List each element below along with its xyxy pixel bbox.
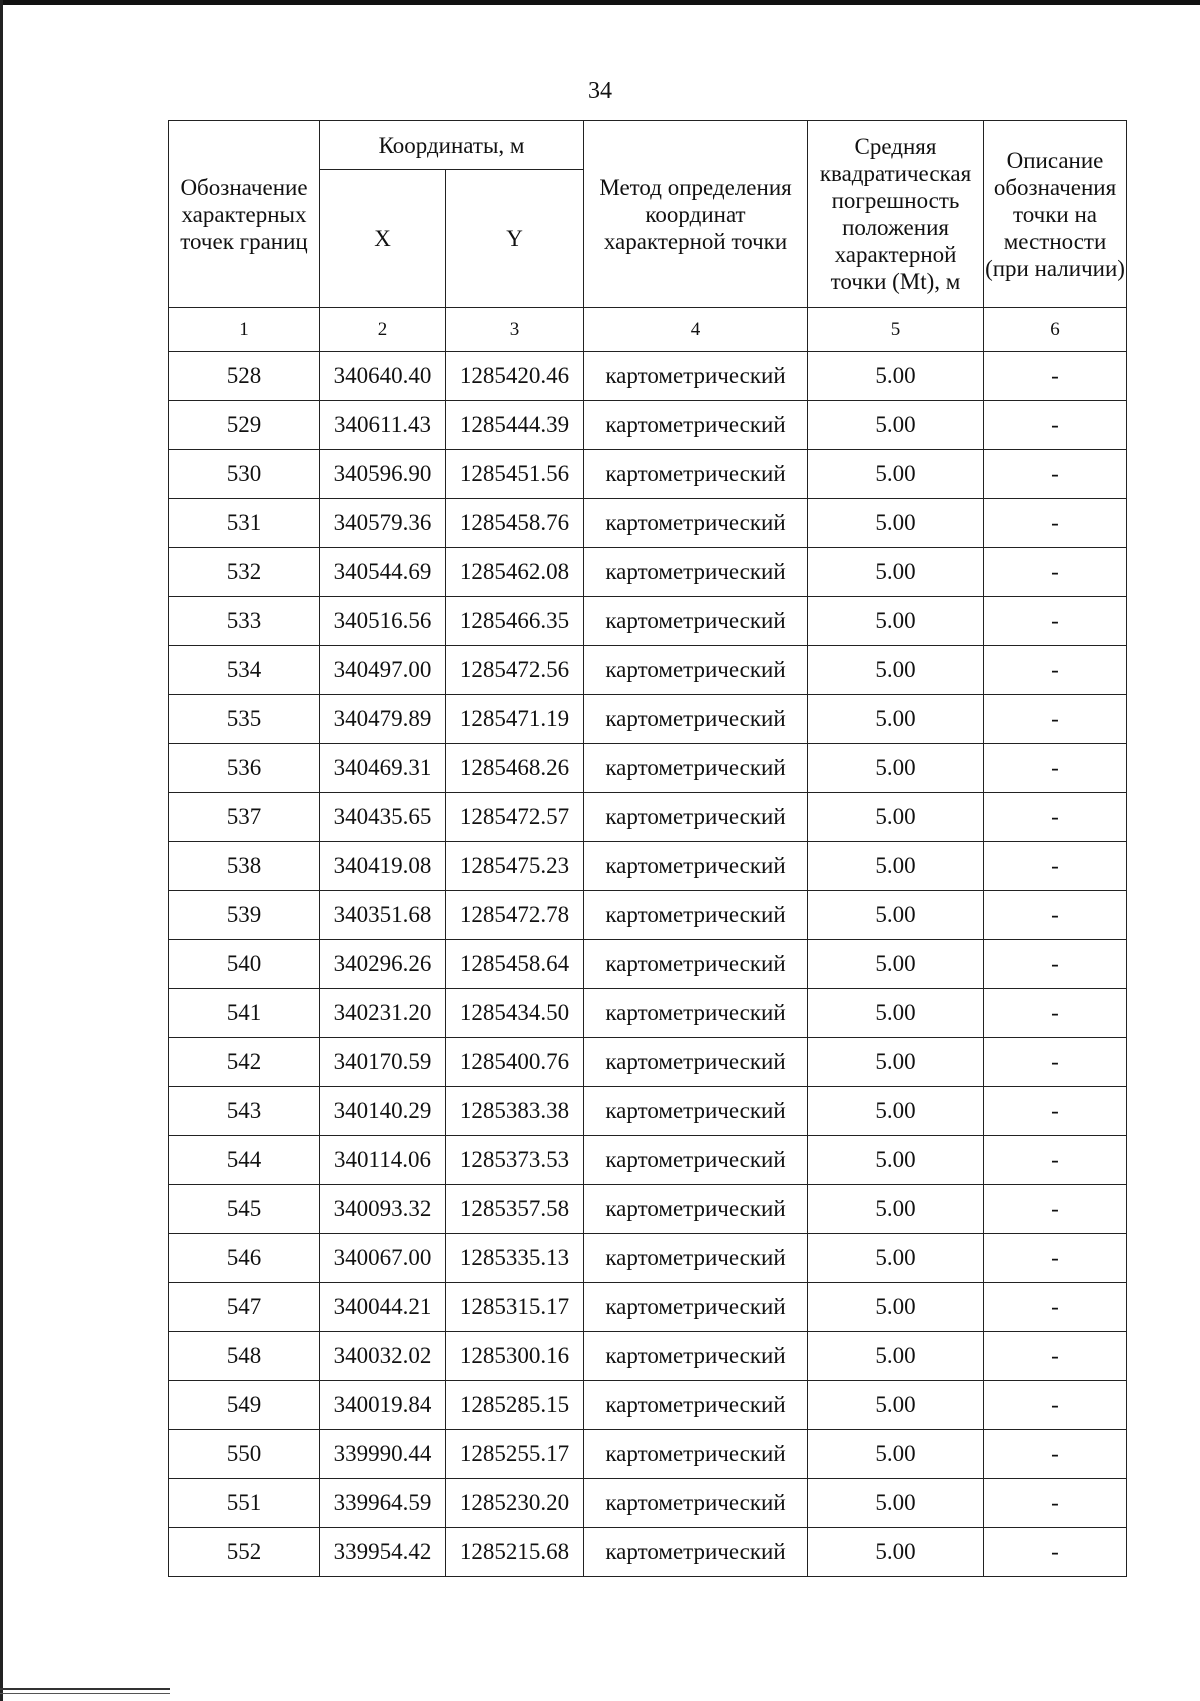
table-row xyxy=(169,1038,1127,1087)
cell-description: - xyxy=(984,793,1127,842)
table-row xyxy=(169,1234,1127,1283)
cell-y: 1285215.68 xyxy=(446,1528,584,1577)
cell-description: - xyxy=(984,1038,1127,1087)
cell-y: 1285400.76 xyxy=(446,1038,584,1087)
cell-point: 549 xyxy=(169,1381,320,1430)
cell-error: 5.00 xyxy=(808,744,984,793)
cell-y: 1285475.23 xyxy=(446,842,584,891)
table-row xyxy=(169,646,1127,695)
table-row xyxy=(169,744,1127,793)
table-row xyxy=(169,1528,1127,1577)
cell-error: 5.00 xyxy=(808,989,984,1038)
cell-description: - xyxy=(984,744,1127,793)
cell-x: 340231.20 xyxy=(320,989,446,1038)
cell-error: 5.00 xyxy=(808,499,984,548)
table-row xyxy=(169,1479,1127,1528)
table-row xyxy=(169,1283,1127,1332)
cell-x: 340296.26 xyxy=(320,940,446,989)
cell-error: 5.00 xyxy=(808,1381,984,1430)
cell-point: 550 xyxy=(169,1430,320,1479)
table-row xyxy=(169,842,1127,891)
cell-x: 340544.69 xyxy=(320,548,446,597)
cell-error: 5.00 xyxy=(808,1136,984,1185)
cell-point: 543 xyxy=(169,1087,320,1136)
cell-y: 1285373.53 xyxy=(446,1136,584,1185)
scan-bottom-line-secondary xyxy=(0,1693,170,1694)
table-row xyxy=(169,597,1127,646)
cell-description: - xyxy=(984,646,1127,695)
cell-error: 5.00 xyxy=(808,352,984,401)
cell-description: - xyxy=(984,1136,1127,1185)
cell-x: 339954.42 xyxy=(320,1528,446,1577)
cell-description: - xyxy=(984,401,1127,450)
cell-error: 5.00 xyxy=(808,940,984,989)
cell-error: 5.00 xyxy=(808,401,984,450)
cell-description: - xyxy=(984,1430,1127,1479)
cell-description: - xyxy=(984,1332,1127,1381)
header-coordinates: Координаты, м xyxy=(320,121,584,170)
cell-x: 340019.84 xyxy=(320,1381,446,1430)
cell-method: картометрический xyxy=(584,548,808,597)
cell-y: 1285335.13 xyxy=(446,1234,584,1283)
cell-x: 340170.59 xyxy=(320,1038,446,1087)
cell-description: - xyxy=(984,1234,1127,1283)
table-row xyxy=(169,1332,1127,1381)
cell-x: 340516.56 xyxy=(320,597,446,646)
table-row xyxy=(169,548,1127,597)
table-row xyxy=(169,1381,1127,1430)
scan-left-border xyxy=(0,0,3,1701)
cell-y: 1285472.56 xyxy=(446,646,584,695)
cell-x: 340435.65 xyxy=(320,793,446,842)
cell-error: 5.00 xyxy=(808,450,984,499)
cell-description: - xyxy=(984,695,1127,744)
cell-error: 5.00 xyxy=(808,597,984,646)
cell-method: картометрический xyxy=(584,1136,808,1185)
cell-y: 1285458.64 xyxy=(446,940,584,989)
cell-description: - xyxy=(984,352,1127,401)
cell-y: 1285458.76 xyxy=(446,499,584,548)
cell-x: 340093.32 xyxy=(320,1185,446,1234)
header-point-designation: Обозначение характерных точек границ xyxy=(169,121,320,308)
cell-point: 545 xyxy=(169,1185,320,1234)
table-row xyxy=(169,1087,1127,1136)
cell-x: 340579.36 xyxy=(320,499,446,548)
cell-method: картометрический xyxy=(584,940,808,989)
cell-description: - xyxy=(984,1087,1127,1136)
cell-method: картометрический xyxy=(584,499,808,548)
cell-point: 531 xyxy=(169,499,320,548)
page-number: 34 xyxy=(588,78,612,104)
cell-point: 533 xyxy=(169,597,320,646)
cell-description: - xyxy=(984,1283,1127,1332)
column-number: 1 xyxy=(169,308,320,352)
cell-method: картометрический xyxy=(584,989,808,1038)
table-row xyxy=(169,695,1127,744)
cell-method: картометрический xyxy=(584,1332,808,1381)
cell-y: 1285255.17 xyxy=(446,1430,584,1479)
cell-method: картометрический xyxy=(584,1283,808,1332)
cell-y: 1285300.16 xyxy=(446,1332,584,1381)
cell-method: картометрический xyxy=(584,450,808,499)
cell-y: 1285285.15 xyxy=(446,1381,584,1430)
cell-method: картометрический xyxy=(584,1087,808,1136)
cell-x: 340140.29 xyxy=(320,1087,446,1136)
table-row xyxy=(169,1185,1127,1234)
cell-point: 547 xyxy=(169,1283,320,1332)
cell-error: 5.00 xyxy=(808,793,984,842)
cell-x: 340469.31 xyxy=(320,744,446,793)
cell-y: 1285315.17 xyxy=(446,1283,584,1332)
cell-point: 544 xyxy=(169,1136,320,1185)
column-numbers-row xyxy=(169,308,1127,352)
column-number: 3 xyxy=(446,308,584,352)
column-number: 4 xyxy=(584,308,808,352)
cell-method: картометрический xyxy=(584,1381,808,1430)
cell-method: картометрический xyxy=(584,1430,808,1479)
cell-y: 1285451.56 xyxy=(446,450,584,499)
cell-error: 5.00 xyxy=(808,1234,984,1283)
table-row xyxy=(169,1136,1127,1185)
cell-description: - xyxy=(984,450,1127,499)
scan-bottom-line xyxy=(0,1688,170,1690)
cell-error: 5.00 xyxy=(808,1038,984,1087)
table-row xyxy=(169,352,1127,401)
cell-method: картометрический xyxy=(584,352,808,401)
cell-x: 340351.68 xyxy=(320,891,446,940)
cell-description: - xyxy=(984,1185,1127,1234)
column-number: 5 xyxy=(808,308,984,352)
cell-method: картометрический xyxy=(584,1038,808,1087)
cell-description: - xyxy=(984,548,1127,597)
cell-y: 1285434.50 xyxy=(446,989,584,1038)
cell-point: 530 xyxy=(169,450,320,499)
cell-method: картометрический xyxy=(584,401,808,450)
cell-x: 340032.02 xyxy=(320,1332,446,1381)
cell-y: 1285466.35 xyxy=(446,597,584,646)
cell-method: картометрический xyxy=(584,1234,808,1283)
cell-error: 5.00 xyxy=(808,1479,984,1528)
cell-y: 1285357.58 xyxy=(446,1185,584,1234)
cell-error: 5.00 xyxy=(808,1185,984,1234)
cell-error: 5.00 xyxy=(808,1087,984,1136)
cell-point: 535 xyxy=(169,695,320,744)
header-x: X xyxy=(320,170,446,308)
cell-description: - xyxy=(984,842,1127,891)
table-row xyxy=(169,989,1127,1038)
cell-x: 340611.43 xyxy=(320,401,446,450)
table-row xyxy=(169,450,1127,499)
cell-description: - xyxy=(984,989,1127,1038)
table-row xyxy=(169,401,1127,450)
cell-y: 1285462.08 xyxy=(446,548,584,597)
cell-point: 541 xyxy=(169,989,320,1038)
cell-point: 537 xyxy=(169,793,320,842)
cell-y: 1285471.19 xyxy=(446,695,584,744)
cell-error: 5.00 xyxy=(808,1283,984,1332)
cell-x: 340640.40 xyxy=(320,352,446,401)
table-row xyxy=(169,940,1127,989)
cell-x: 339990.44 xyxy=(320,1430,446,1479)
cell-method: картометрический xyxy=(584,891,808,940)
table-body xyxy=(169,352,1127,1577)
cell-description: - xyxy=(984,597,1127,646)
cell-point: 552 xyxy=(169,1528,320,1577)
cell-point: 542 xyxy=(169,1038,320,1087)
cell-description: - xyxy=(984,1381,1127,1430)
cell-error: 5.00 xyxy=(808,646,984,695)
cell-y: 1285472.78 xyxy=(446,891,584,940)
cell-point: 548 xyxy=(169,1332,320,1381)
cell-y: 1285468.26 xyxy=(446,744,584,793)
cell-method: картометрический xyxy=(584,744,808,793)
cell-point: 532 xyxy=(169,548,320,597)
cell-x: 340479.89 xyxy=(320,695,446,744)
cell-x: 340497.00 xyxy=(320,646,446,695)
header-error: Средняя квадратическая погрешность положения характерной точки (Mt), м xyxy=(808,121,984,308)
cell-method: картометрический xyxy=(584,1185,808,1234)
cell-method: картометрический xyxy=(584,695,808,744)
cell-y: 1285383.38 xyxy=(446,1087,584,1136)
header-y: Y xyxy=(446,170,584,308)
cell-point: 551 xyxy=(169,1479,320,1528)
cell-method: картометрический xyxy=(584,1479,808,1528)
cell-error: 5.00 xyxy=(808,1430,984,1479)
cell-x: 339964.59 xyxy=(320,1479,446,1528)
cell-error: 5.00 xyxy=(808,548,984,597)
cell-y: 1285472.57 xyxy=(446,793,584,842)
cell-point: 546 xyxy=(169,1234,320,1283)
cell-y: 1285230.20 xyxy=(446,1479,584,1528)
cell-x: 340596.90 xyxy=(320,450,446,499)
cell-error: 5.00 xyxy=(808,695,984,744)
cell-x: 340044.21 xyxy=(320,1283,446,1332)
cell-point: 536 xyxy=(169,744,320,793)
cell-error: 5.00 xyxy=(808,842,984,891)
cell-error: 5.00 xyxy=(808,1332,984,1381)
cell-description: - xyxy=(984,891,1127,940)
table-row xyxy=(169,499,1127,548)
cell-description: - xyxy=(984,1528,1127,1577)
cell-x: 340419.08 xyxy=(320,842,446,891)
cell-method: картометрический xyxy=(584,597,808,646)
cell-method: картометрический xyxy=(584,646,808,695)
cell-description: - xyxy=(984,940,1127,989)
cell-point: 528 xyxy=(169,352,320,401)
coordinates-table xyxy=(168,120,1127,1577)
cell-y: 1285420.46 xyxy=(446,352,584,401)
cell-method: картометрический xyxy=(584,793,808,842)
header-method: Метод определения координат характерной точки xyxy=(584,121,808,308)
cell-description: - xyxy=(984,499,1127,548)
header-description: Описание обозначения точки на местности (при наличии) xyxy=(984,121,1127,308)
table-row xyxy=(169,891,1127,940)
cell-point: 538 xyxy=(169,842,320,891)
cell-point: 539 xyxy=(169,891,320,940)
cell-point: 534 xyxy=(169,646,320,695)
cell-x: 340067.00 xyxy=(320,1234,446,1283)
column-number: 6 xyxy=(984,308,1127,352)
table-row xyxy=(169,1430,1127,1479)
column-number: 2 xyxy=(320,308,446,352)
cell-error: 5.00 xyxy=(808,1528,984,1577)
cell-description: - xyxy=(984,1479,1127,1528)
cell-error: 5.00 xyxy=(808,891,984,940)
table-row xyxy=(169,793,1127,842)
cell-x: 340114.06 xyxy=(320,1136,446,1185)
scan-top-border xyxy=(0,0,1200,5)
cell-y: 1285444.39 xyxy=(446,401,584,450)
cell-point: 529 xyxy=(169,401,320,450)
cell-method: картометрический xyxy=(584,842,808,891)
cell-method: картометрический xyxy=(584,1528,808,1577)
cell-point: 540 xyxy=(169,940,320,989)
